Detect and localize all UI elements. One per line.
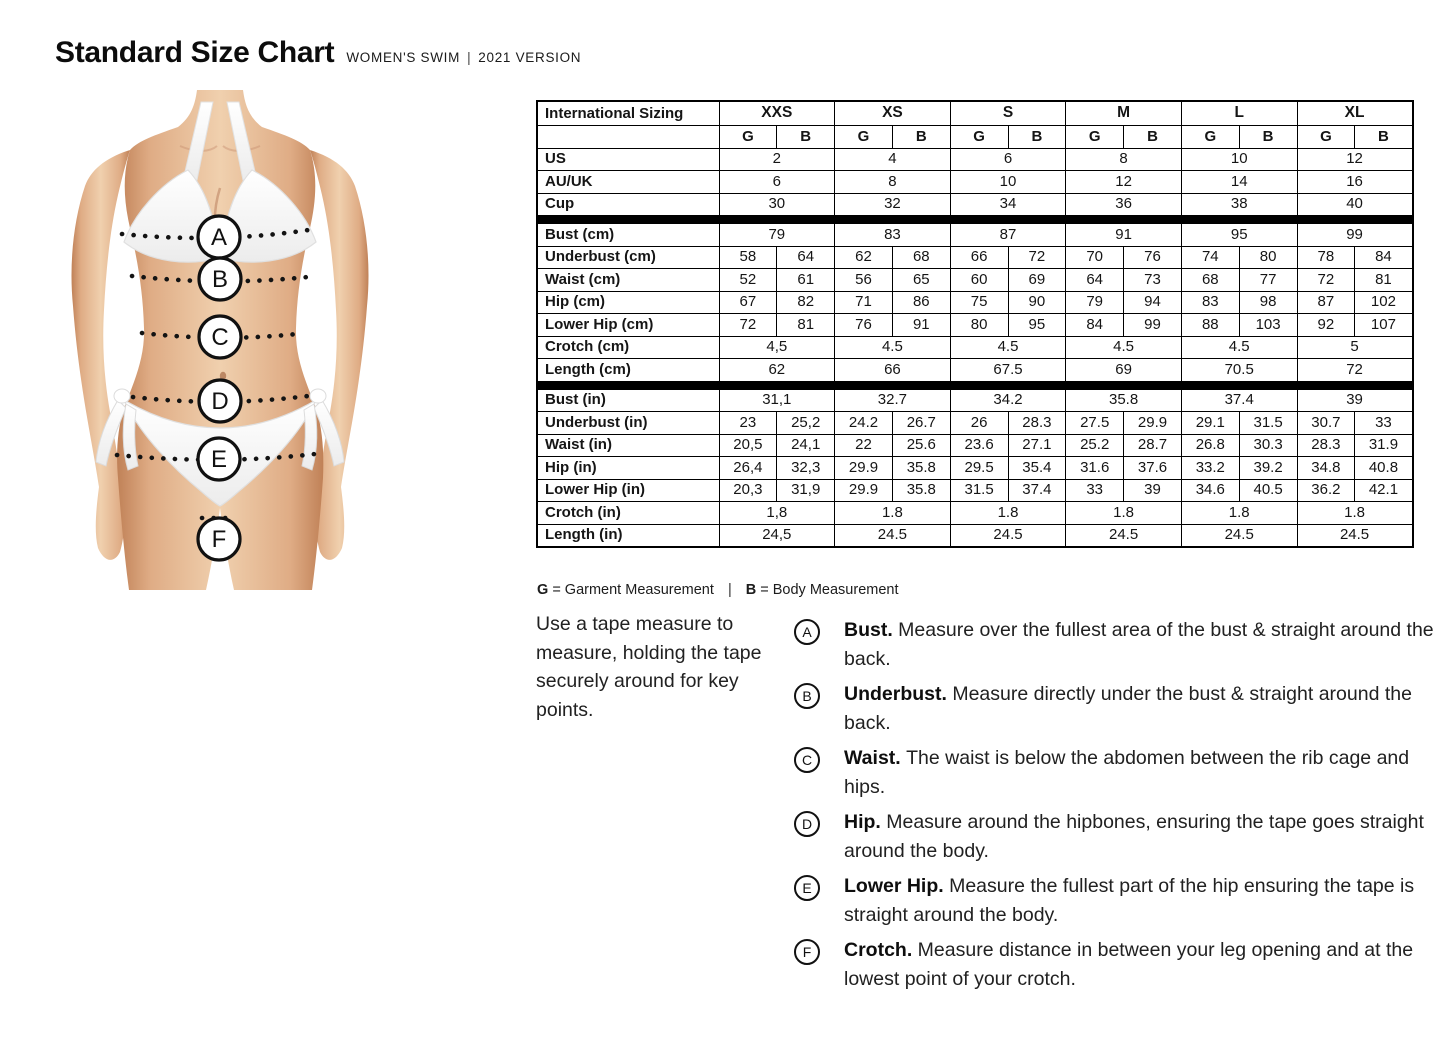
body-subheader: B: [777, 126, 835, 149]
row-label: Lower Hip (in): [537, 479, 719, 502]
instruction-marker-b: B: [794, 683, 820, 709]
value-cell: 42.1: [1355, 479, 1413, 502]
value-cell: 58: [719, 246, 777, 269]
row-label: Waist (in): [537, 434, 719, 457]
value-cell: 64: [1066, 269, 1124, 292]
table-row: [537, 193, 1413, 216]
table-row: [537, 479, 1413, 502]
value-cell: 68: [1181, 269, 1239, 292]
row-label: Bust (cm): [537, 224, 719, 247]
value-cell: 4.5: [1181, 336, 1297, 359]
subtitle-category: WOMEN'S SWIM: [346, 50, 461, 65]
value-cell: 83: [835, 224, 951, 247]
value-cell: 82: [777, 291, 835, 314]
garment-subheader: G: [835, 126, 893, 149]
svg-text:F: F: [211, 526, 227, 553]
value-cell: 79: [1066, 291, 1124, 314]
value-cell: 5: [1297, 336, 1413, 359]
table-row: [537, 524, 1413, 547]
value-cell: 28.7: [1124, 434, 1182, 457]
corner-blank-cell: [537, 126, 719, 149]
value-cell: 80: [1239, 246, 1297, 269]
value-cell: 34.6: [1181, 479, 1239, 502]
table-row: [537, 148, 1413, 171]
value-cell: 87: [1297, 291, 1355, 314]
value-cell: 24.5: [950, 524, 1066, 547]
value-cell: 56: [835, 269, 893, 292]
garment-subheader: G: [1066, 126, 1124, 149]
table-row: [537, 314, 1413, 337]
instruction-marker-a: A: [794, 619, 820, 645]
size-column-header-m: M: [1066, 101, 1182, 126]
value-cell: 23.6: [950, 434, 1008, 457]
value-cell: 69: [1008, 269, 1066, 292]
instruction-term: Bust.: [844, 619, 899, 641]
value-cell: 4.5: [1066, 336, 1182, 359]
value-cell: 70.5: [1181, 359, 1297, 382]
instruction-item-c: [794, 744, 1439, 801]
instruction-item-b: [794, 680, 1439, 737]
value-cell: 72: [1297, 359, 1413, 382]
value-cell: 34.8: [1297, 457, 1355, 480]
value-cell: 28.3: [1008, 412, 1066, 435]
table-row: [537, 412, 1413, 435]
table-row: [537, 291, 1413, 314]
value-cell: 52: [719, 269, 777, 292]
value-cell: 72: [1297, 269, 1355, 292]
size-column-header-xxs: XXS: [719, 101, 835, 126]
value-cell: 20,3: [719, 479, 777, 502]
table-row: [537, 224, 1413, 247]
value-cell: 8: [1066, 148, 1182, 171]
figure-marker-b: [199, 258, 241, 300]
garment-subheader: G: [1297, 126, 1355, 149]
value-cell: 29.1: [1181, 412, 1239, 435]
body-subheader: B: [1008, 126, 1066, 149]
value-cell: 72: [1008, 246, 1066, 269]
instruction-term: Crotch.: [844, 939, 918, 961]
bikini-tie-right-knot: [310, 389, 326, 403]
value-cell: 24,5: [719, 524, 835, 547]
value-cell: 32,3: [777, 457, 835, 480]
value-cell: 4,5: [719, 336, 835, 359]
instruction-text: Bust. Measure over the fullest area of the bust & straight around the back.: [844, 619, 1434, 670]
page-subtitle: [346, 50, 581, 65]
value-cell: 12: [1297, 148, 1413, 171]
value-cell: 25.6: [892, 434, 950, 457]
value-cell: 66: [835, 359, 951, 382]
table-row: [537, 457, 1413, 480]
value-cell: 33: [1066, 479, 1124, 502]
value-cell: 91: [1066, 224, 1182, 247]
figure-marker-e: [198, 438, 240, 480]
value-cell: 103: [1239, 314, 1297, 337]
value-cell: 94: [1124, 291, 1182, 314]
row-label: Length (cm): [537, 359, 719, 382]
legend-separator: |: [727, 582, 732, 598]
value-cell: 37.4: [1008, 479, 1066, 502]
value-cell: 4.5: [835, 336, 951, 359]
row-label: Underbust (in): [537, 412, 719, 435]
value-cell: 35.4: [1008, 457, 1066, 480]
value-cell: 75: [950, 291, 1008, 314]
value-cell: 24,1: [777, 434, 835, 457]
value-cell: 62: [719, 359, 835, 382]
value-cell: 1.8: [835, 502, 951, 525]
svg-text:B: B: [211, 266, 229, 293]
value-cell: 73: [1124, 269, 1182, 292]
value-cell: 10: [950, 171, 1066, 194]
value-cell: 24.5: [1066, 524, 1182, 547]
size-column-header-xl: XL: [1297, 101, 1413, 126]
instruction-term: Lower Hip.: [844, 875, 950, 897]
value-cell: 37.6: [1124, 457, 1182, 480]
value-cell: 14: [1181, 171, 1297, 194]
value-cell: 24.5: [1181, 524, 1297, 547]
value-cell: 25.2: [1066, 434, 1124, 457]
value-cell: 39: [1124, 479, 1182, 502]
instruction-item-e: [794, 872, 1439, 929]
table-row: [537, 502, 1413, 525]
value-cell: 74: [1181, 246, 1239, 269]
instruction-item-f: [794, 936, 1439, 993]
value-cell: 99: [1124, 314, 1182, 337]
legend-body-text: = Body Measurement: [760, 582, 899, 598]
value-cell: 26: [950, 412, 1008, 435]
value-cell: 36.2: [1297, 479, 1355, 502]
value-cell: 26,4: [719, 457, 777, 480]
row-label: US: [537, 148, 719, 171]
value-cell: 67.5: [950, 359, 1066, 382]
figure-marker-d: [199, 380, 241, 422]
value-cell: 81: [1355, 269, 1413, 292]
value-cell: 25,2: [777, 412, 835, 435]
value-cell: 24.5: [1297, 524, 1413, 547]
value-cell: 10: [1181, 148, 1297, 171]
header: [55, 36, 581, 70]
table-row: [537, 389, 1413, 412]
legend-garment-text: = Garment Measurement: [552, 582, 714, 598]
value-cell: 35.8: [892, 457, 950, 480]
value-cell: 27.5: [1066, 412, 1124, 435]
value-cell: 98: [1239, 291, 1297, 314]
value-cell: 29.9: [835, 479, 893, 502]
value-cell: 24.2: [835, 412, 893, 435]
value-cell: 71: [835, 291, 893, 314]
figure-marker-c: [199, 316, 241, 358]
value-cell: 16: [1297, 171, 1413, 194]
table-row: [537, 336, 1413, 359]
row-label: Crotch (cm): [537, 336, 719, 359]
instruction-marker-c: C: [794, 747, 820, 773]
value-cell: 1.8: [1297, 502, 1413, 525]
table-row: [537, 434, 1413, 457]
section-divider-bar: [537, 216, 1413, 224]
value-cell: 1.8: [950, 502, 1066, 525]
value-cell: 72: [719, 314, 777, 337]
value-cell: 30.3: [1239, 434, 1297, 457]
value-cell: 26.7: [892, 412, 950, 435]
value-cell: 67: [719, 291, 777, 314]
value-cell: 1,8: [719, 502, 835, 525]
svg-text:C: C: [211, 324, 229, 351]
value-cell: 36: [1066, 193, 1182, 216]
value-cell: 76: [1124, 246, 1182, 269]
value-cell: 88: [1181, 314, 1239, 337]
value-cell: 102: [1355, 291, 1413, 314]
instruction-term: Underbust.: [844, 683, 953, 705]
value-cell: 40.8: [1355, 457, 1413, 480]
row-label: Crotch (in): [537, 502, 719, 525]
svg-text:A: A: [210, 224, 228, 251]
value-cell: 37.4: [1181, 389, 1297, 412]
instruction-item-d: [794, 808, 1439, 865]
value-cell: 4.5: [950, 336, 1066, 359]
value-cell: 35.8: [1066, 389, 1182, 412]
value-cell: 31,1: [719, 389, 835, 412]
subtitle-version: 2021 VERSION: [478, 50, 582, 65]
section-divider: [537, 381, 1413, 389]
body-illustration: [60, 90, 480, 590]
value-cell: 31.9: [1355, 434, 1413, 457]
body-subheader: B: [1239, 126, 1297, 149]
value-cell: 80: [950, 314, 1008, 337]
table-row: [537, 269, 1413, 292]
value-cell: 70: [1066, 246, 1124, 269]
instruction-marker-e: E: [794, 875, 820, 901]
svg-text:D: D: [211, 388, 229, 415]
row-label: Length (in): [537, 524, 719, 547]
instruction-marker-d: D: [794, 811, 820, 837]
value-cell: 84: [1066, 314, 1124, 337]
value-cell: 92: [1297, 314, 1355, 337]
value-cell: 1.8: [1066, 502, 1182, 525]
legend-garment-key: G: [537, 582, 549, 598]
instruction-text: Hip. Measure around the hipbones, ensuring the tape goes straight around the body.: [844, 811, 1424, 862]
row-label: Cup: [537, 193, 719, 216]
value-cell: 84: [1355, 246, 1413, 269]
value-cell: 32: [835, 193, 951, 216]
value-cell: 24.5: [835, 524, 951, 547]
table-legend: [537, 582, 899, 598]
row-label: Lower Hip (cm): [537, 314, 719, 337]
value-cell: 35.8: [892, 479, 950, 502]
section-divider: [537, 216, 1413, 224]
value-cell: 69: [1066, 359, 1182, 382]
value-cell: 95: [1008, 314, 1066, 337]
value-cell: 33: [1355, 412, 1413, 435]
svg-text:E: E: [210, 446, 228, 473]
value-cell: 6: [950, 148, 1066, 171]
value-cell: 4: [835, 148, 951, 171]
value-cell: 8: [835, 171, 951, 194]
value-cell: 31.5: [1239, 412, 1297, 435]
value-cell: 29.9: [1124, 412, 1182, 435]
figure-marker-f: [198, 518, 240, 560]
instruction-term: Waist.: [844, 747, 907, 769]
value-cell: 65: [892, 269, 950, 292]
value-cell: 27.1: [1008, 434, 1066, 457]
value-cell: 39.2: [1239, 457, 1297, 480]
value-cell: 29.9: [835, 457, 893, 480]
bikini-tie-left-knot: [114, 389, 130, 403]
instruction-text: Waist. The waist is below the abdomen between the rib cage and hips.: [844, 747, 1410, 798]
size-column-header-xs: XS: [835, 101, 951, 126]
value-cell: 31,9: [777, 479, 835, 502]
table-corner-label: International Sizing: [537, 101, 719, 126]
instruction-text: Underbust. Measure directly under the bust & straight around the back.: [844, 683, 1412, 734]
value-cell: 34.2: [950, 389, 1066, 412]
value-cell: 20,5: [719, 434, 777, 457]
row-label: Underbust (cm): [537, 246, 719, 269]
value-cell: 66: [950, 246, 1008, 269]
value-cell: 1.8: [1181, 502, 1297, 525]
body-subheader: B: [892, 126, 950, 149]
value-cell: 77: [1239, 269, 1297, 292]
value-cell: 87: [950, 224, 1066, 247]
value-cell: 83: [1181, 291, 1239, 314]
row-label: Hip (in): [537, 457, 719, 480]
value-cell: 76: [835, 314, 893, 337]
figure-marker-a: [198, 216, 240, 258]
value-cell: 40.5: [1239, 479, 1297, 502]
garment-subheader: G: [1181, 126, 1239, 149]
value-cell: 95: [1181, 224, 1297, 247]
row-label: Waist (cm): [537, 269, 719, 292]
instruction-marker-f: F: [794, 939, 820, 965]
value-cell: 33.2: [1181, 457, 1239, 480]
legend-body-key: B: [745, 582, 757, 598]
section-divider-bar: [537, 381, 1413, 389]
row-label: AU/UK: [537, 171, 719, 194]
body-subheader: B: [1355, 126, 1413, 149]
instruction-list: [794, 616, 1439, 1000]
value-cell: 31.5: [950, 479, 1008, 502]
value-cell: 68: [892, 246, 950, 269]
value-cell: 99: [1297, 224, 1413, 247]
value-cell: 39: [1297, 389, 1413, 412]
value-cell: 64: [777, 246, 835, 269]
size-table: [536, 100, 1414, 548]
value-cell: 31.6: [1066, 457, 1124, 480]
instruction-item-a: [794, 616, 1439, 673]
row-label: Bust (in): [537, 389, 719, 412]
instruction-text: Crotch. Measure distance in between your leg opening and at the lowest point of your crotch.: [844, 939, 1414, 990]
table-row: [537, 246, 1413, 269]
instruction-term: Hip.: [844, 811, 887, 833]
value-cell: 23: [719, 412, 777, 435]
value-cell: 26.8: [1181, 434, 1239, 457]
body-measurement-figure: [60, 90, 480, 590]
size-column-header-s: S: [950, 101, 1066, 126]
value-cell: 91: [892, 314, 950, 337]
value-cell: 28.3: [1297, 434, 1355, 457]
size-column-header-l: L: [1181, 101, 1297, 126]
value-cell: 81: [777, 314, 835, 337]
value-cell: 12: [1066, 171, 1182, 194]
row-label: Hip (cm): [537, 291, 719, 314]
garment-subheader: G: [719, 126, 777, 149]
value-cell: 107: [1355, 314, 1413, 337]
value-cell: 29.5: [950, 457, 1008, 480]
value-cell: 34: [950, 193, 1066, 216]
page-title: Standard Size Chart: [55, 36, 335, 69]
garment-subheader: G: [950, 126, 1008, 149]
value-cell: 30: [719, 193, 835, 216]
value-cell: 2: [719, 148, 835, 171]
value-cell: 60: [950, 269, 1008, 292]
intro-paragraph: Use a tape measure to measure, holding the tape securely around for key points.: [536, 613, 762, 721]
value-cell: 6: [719, 171, 835, 194]
body-subheader: B: [1124, 126, 1182, 149]
value-cell: 38: [1181, 193, 1297, 216]
value-cell: 86: [892, 291, 950, 314]
value-cell: 78: [1297, 246, 1355, 269]
table-row: [537, 171, 1413, 194]
value-cell: 61: [777, 269, 835, 292]
value-cell: 30.7: [1297, 412, 1355, 435]
value-cell: 22: [835, 434, 893, 457]
value-cell: 40: [1297, 193, 1413, 216]
subtitle-separator: |: [467, 50, 472, 65]
value-cell: 90: [1008, 291, 1066, 314]
instruction-text: Lower Hip. Measure the fullest part of the hip ensuring the tape is straight around the body.: [844, 875, 1415, 926]
value-cell: 79: [719, 224, 835, 247]
value-cell: 62: [835, 246, 893, 269]
value-cell: 32.7: [835, 389, 951, 412]
table-row: [537, 359, 1413, 382]
